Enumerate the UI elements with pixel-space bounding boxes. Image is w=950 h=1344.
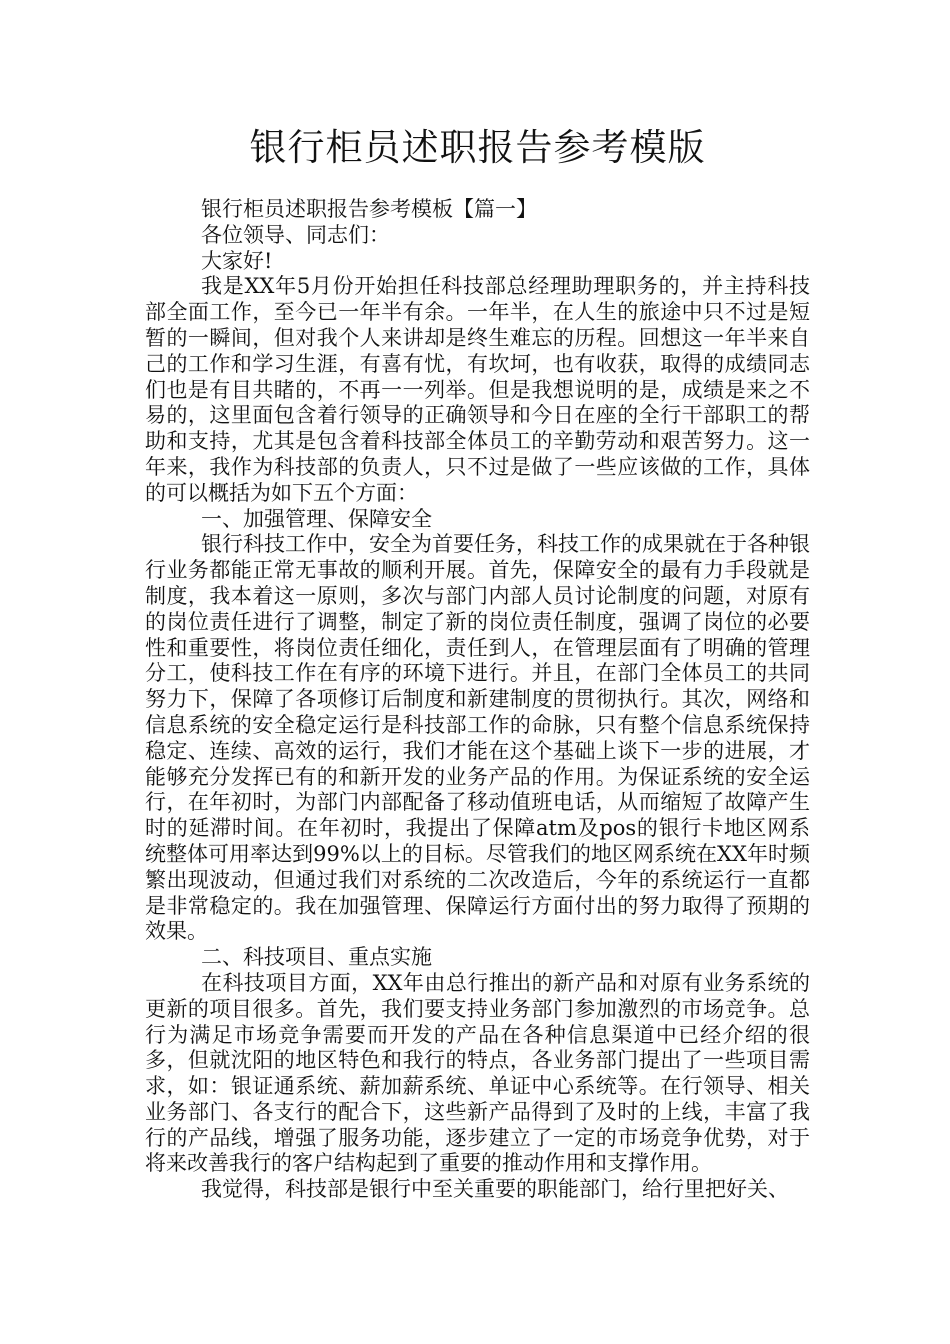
subtitle: 银行柜员述职报告参考模板【篇一】 xyxy=(201,197,537,221)
document-title: 银行柜员述职报告参考模版 xyxy=(249,126,706,169)
paragraph-section-2: 在科技项目方面，XX年由总行推出的新产品和对原有业务系统的更新的项目很多。首先，我们要支持业务部门参加激烈的市场竞争。总行为满足市场竞争需要而开发的产品在各种信息渠道中已经介绍的很多，但就沈阳的地区特色和我行的特点，各业务部门提出了一些项目需求，如：银证通系统、薪加薪系统、单证中心系统等。在行领导、相关业务部门、各支行的配合下，这些新产品得到了及时的上线，丰富了我行的产品线，增强了服务功能，逐步建立了一定的市场竞争优势，对于将来改善我行的客户结构起到了重要的推动作用和支撑作用。 xyxy=(145,970,810,1176)
paragraph-section-1: 银行科技工作中，安全为首要任务，科技工作的成果就在于各种银行业务都能正常无事故的顺利开展。首先，保障安全的最有力手段就是制度，我本着这一原则，多次与部门内部人员讨论制度的问题，对原有的岗位责任进行了调整，制定了新的岗位责任制度，强调了岗位的必要性和重要性，将岗位责任细化，责任到人，在管理层面有了明确的管理分工，使科技工作在有序的环境下进行。并且，在部门全体员工的共同努力下，保障了各项修订后制度和新建制度的贯彻执行。其次，网络和信息系统的安全稳定运行是科技部工作的命脉，只有整个信息系统保持稳定、连续、高效的运行，我们才能在这个基础上谈下一步的进展，才能够充分发挥已有的和新开发的业务产品的作用。为保证系统的安全运行，在年初时，为部门内部配备了移动值班电话，从而缩短了故障产生时的延滞时间。在年初时，我提出了保障atm及pos的银行卡地区网系统整体可用率达到99%以上的目标。尽管我们的地区网系统在XX年时频繁出现波动，但通过我们对系统的二次改造后，今年的系统运行一直都是非常稳定的。我在加强管理、保障运行方面付出的努力取得了预期的效果。 xyxy=(145,532,810,944)
paragraph-intro: 我是XX年5月份开始担任科技部总经理助理职务的，并主持科技部全面工作，至今已一年半有余。一年半，在人生的旅途中只不过是短暂的一瞬间，但对我个人来讲却是终生难忘的历程。回想这一年半来自己的工作和学习生涯，有喜有忧，有坎坷，也有收获，取得的成绩同志们也是有目共睹的，不再一一列举。但是我想说明的是，成绩是来之不易的，这里面包含着行领导的正确领导和今日在座的全行干部职工的帮助和支持，尤其是包含着科技部全体员工的辛勤劳动和艰苦努力。这一年来，我作为科技部的负责人，只不过是做了一些应该做的工作，具体的可以概括为如下五个方面： xyxy=(145,274,810,505)
section-heading-2: 二、科技项目、重点实施 xyxy=(201,945,432,970)
paragraph-closing: 我觉得，科技部是银行中至关重要的职能部门，给行里把好关、 xyxy=(201,1177,789,1202)
section-heading-1: 一、加强管理、保障安全 xyxy=(201,506,432,531)
salutation: 各位领导、同志们： xyxy=(201,222,390,247)
greeting: 大家好! xyxy=(201,248,273,273)
document-body xyxy=(145,197,810,1203)
